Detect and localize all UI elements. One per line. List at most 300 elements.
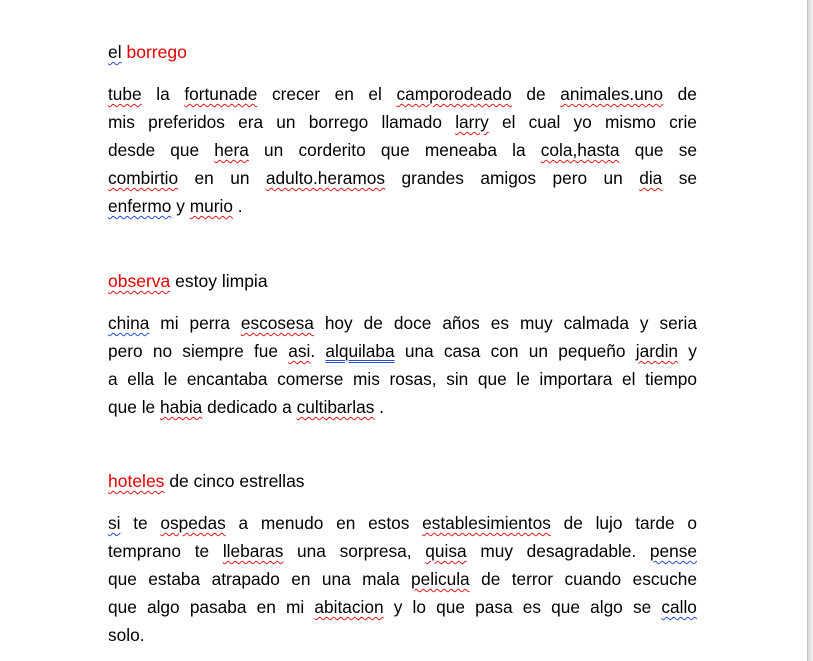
- word: pense: [649, 541, 697, 561]
- word: que: [170, 140, 200, 160]
- word-group: [574, 108, 592, 136]
- word-group: [512, 565, 553, 593]
- word-group: [635, 509, 674, 537]
- word: se: [632, 597, 652, 617]
- word-group: [322, 565, 351, 593]
- word-group: [291, 565, 310, 593]
- word: corderito: [298, 140, 366, 160]
- word: estaba: [148, 569, 201, 589]
- word: te: [194, 541, 210, 561]
- section-observa-estoy-limpia: [108, 270, 697, 421]
- word: dedicado: [207, 397, 278, 417]
- word-group: [640, 309, 649, 337]
- word-group: [411, 565, 470, 593]
- word-group: [661, 593, 697, 621]
- word-group: [108, 136, 155, 164]
- word-group: [108, 625, 145, 645]
- word: o: [687, 513, 697, 533]
- word: muy: [480, 541, 513, 561]
- word: .: [379, 397, 385, 417]
- word: fue: [254, 341, 279, 361]
- section-heading: [108, 270, 697, 292]
- section-hoteles-de-cinco-estrellas: [108, 470, 697, 649]
- word-group: [170, 136, 199, 164]
- word-group: [133, 509, 147, 537]
- word-group: [288, 337, 315, 365]
- word: china: [108, 313, 150, 333]
- text-line: [108, 365, 697, 393]
- word: asi: [288, 341, 311, 361]
- word-group: [190, 196, 243, 216]
- word-group: [539, 365, 612, 393]
- word-group: [156, 80, 169, 108]
- word: perra: [189, 313, 230, 333]
- word-group: [223, 537, 284, 565]
- word: muy: [520, 313, 553, 333]
- word-group: [108, 593, 137, 621]
- word-group: [207, 397, 277, 417]
- word-group: [108, 337, 143, 365]
- word: que: [108, 569, 137, 589]
- word: no: [152, 341, 173, 361]
- word-group: [425, 136, 497, 164]
- word-group: [381, 136, 410, 164]
- word-group: [148, 565, 200, 593]
- word: años: [442, 313, 480, 333]
- word: es: [522, 597, 541, 617]
- word-group: [187, 365, 268, 393]
- word-group: [636, 337, 678, 365]
- word: le: [516, 369, 530, 389]
- word: te: [133, 513, 148, 533]
- word-group: [394, 309, 431, 337]
- word: establesimientos: [422, 513, 551, 533]
- text-line: [108, 80, 697, 108]
- word-group: [401, 164, 463, 192]
- word: larry: [455, 112, 489, 132]
- word: el: [368, 84, 382, 104]
- word-group: [238, 108, 263, 136]
- word: pasa: [475, 597, 513, 617]
- word: que: [477, 369, 507, 389]
- word: camporodeado: [396, 84, 512, 104]
- word-group: [261, 509, 323, 537]
- word-group: [353, 365, 380, 393]
- word: hera: [214, 140, 249, 160]
- word: crie: [669, 112, 697, 132]
- word: le: [163, 369, 178, 389]
- word-group: [108, 80, 142, 108]
- word: cultibarlas: [296, 397, 375, 417]
- word: con: [490, 341, 519, 361]
- word: casa: [443, 341, 481, 361]
- word-group: [368, 509, 409, 537]
- word: lo: [412, 597, 426, 617]
- page-right-edge: [807, 0, 813, 661]
- word: estos: [368, 513, 410, 533]
- word: quisa: [425, 541, 467, 561]
- word: ella: [127, 369, 155, 389]
- word-group: [160, 509, 225, 537]
- word: grandes: [401, 168, 464, 188]
- word: abitacion: [314, 597, 384, 617]
- word-group: [425, 537, 466, 565]
- word-group: [480, 537, 513, 565]
- word-group: [272, 80, 320, 108]
- word-group: [277, 365, 343, 393]
- section-paragraph[interactable]: [108, 80, 697, 220]
- word-group: [257, 593, 276, 621]
- word-group: [108, 397, 137, 417]
- word-group: [336, 509, 355, 537]
- word: importara: [539, 369, 613, 389]
- word-group: [529, 108, 561, 136]
- text-line: [108, 565, 697, 593]
- word: mis: [353, 369, 380, 389]
- word: era: [238, 112, 264, 132]
- word: y: [639, 313, 649, 333]
- word-group: [604, 164, 623, 192]
- word: un: [528, 341, 548, 361]
- word: alquilaba: [325, 341, 395, 361]
- word-group: [520, 309, 553, 337]
- word: en: [336, 513, 356, 533]
- word-group: [481, 565, 500, 593]
- word-group: [190, 593, 247, 621]
- word-group: [266, 164, 385, 192]
- word: que: [108, 397, 137, 417]
- word: tube: [108, 84, 142, 104]
- word: la: [156, 84, 170, 104]
- word-group: [639, 164, 662, 192]
- word: fortunade: [184, 84, 258, 104]
- word-group: [214, 136, 249, 164]
- word: de: [677, 84, 697, 104]
- word-group: [195, 164, 214, 192]
- word-group: [526, 80, 545, 108]
- word: mis: [108, 112, 135, 132]
- word-group: [148, 108, 225, 136]
- word: escuche: [632, 569, 697, 589]
- word-group: [564, 565, 621, 593]
- word-group: [436, 593, 465, 621]
- word-group: [491, 337, 519, 365]
- word-group: [190, 309, 230, 337]
- text-line: [108, 509, 697, 537]
- text-line: [108, 136, 697, 164]
- word: que: [108, 597, 137, 617]
- word-group: [405, 337, 434, 365]
- word: temprano: [108, 541, 182, 561]
- word-group: [298, 136, 365, 164]
- section-paragraph[interactable]: [108, 509, 697, 649]
- word: menudo: [260, 513, 324, 533]
- word: la: [512, 140, 526, 160]
- word-group: [480, 164, 536, 192]
- word: de: [169, 471, 189, 491]
- word-group: [688, 337, 697, 365]
- word-group: [108, 565, 137, 593]
- word: .: [310, 341, 316, 361]
- word: una: [404, 341, 434, 361]
- word: rosas,: [389, 369, 437, 389]
- word-group: [422, 509, 551, 537]
- word: y: [393, 597, 403, 617]
- word: pero: [552, 168, 588, 188]
- word-group: [396, 80, 511, 108]
- word: cuando: [564, 569, 622, 589]
- word: calmada: [563, 313, 629, 333]
- word: de: [481, 569, 501, 589]
- word: en: [194, 168, 214, 188]
- word: el: [502, 112, 516, 132]
- text-line: [108, 621, 697, 649]
- word-group: [564, 509, 583, 537]
- word-group: [605, 108, 656, 136]
- word: meneaba: [424, 140, 497, 160]
- word-group: [297, 537, 326, 565]
- word-group: [160, 309, 178, 337]
- word-group: [195, 537, 209, 565]
- word: pequeño: [558, 341, 626, 361]
- word: un: [264, 140, 284, 160]
- word: siempre: [182, 341, 244, 361]
- word-group: [529, 337, 548, 365]
- word: y: [688, 341, 697, 361]
- word: amigos: [480, 168, 537, 188]
- word-group: [108, 164, 178, 192]
- word: mi: [160, 313, 179, 333]
- word: a: [238, 513, 249, 533]
- word-group: [335, 80, 354, 108]
- word: que: [380, 140, 410, 160]
- word-group: [446, 365, 468, 393]
- word: le: [141, 397, 156, 417]
- word: y: [176, 196, 185, 216]
- word-group: [622, 365, 635, 393]
- word-group: [176, 196, 185, 216]
- word: el: [108, 42, 122, 62]
- word: un: [603, 168, 623, 188]
- word: mi: [286, 597, 305, 617]
- word-group: [596, 509, 623, 537]
- word-group: [413, 593, 426, 621]
- word-group: [325, 309, 353, 337]
- word-group: [478, 365, 507, 393]
- word: yo: [573, 112, 592, 132]
- word-group: [633, 593, 651, 621]
- word-group: [127, 365, 154, 393]
- word: hoy: [324, 313, 353, 333]
- word-group: [160, 397, 202, 417]
- word-group: [282, 397, 292, 417]
- word-group: [660, 309, 697, 337]
- word-group: [241, 309, 314, 337]
- word: habia: [159, 397, 203, 417]
- word: jardin: [635, 341, 679, 361]
- word-group: [551, 593, 580, 621]
- word: limpia: [221, 271, 268, 291]
- word-group: [364, 309, 383, 337]
- word-group: [108, 309, 149, 337]
- word-group: [523, 593, 541, 621]
- word: que: [634, 140, 664, 160]
- word: de: [363, 313, 383, 333]
- word-group: [276, 108, 295, 136]
- word-group: [108, 537, 181, 565]
- word-group: [340, 537, 412, 565]
- word-group: [645, 365, 697, 393]
- word: tiempo: [645, 369, 697, 389]
- word: callo: [661, 597, 697, 617]
- text-line: [108, 309, 697, 337]
- word-group: [444, 337, 481, 365]
- text-line: [108, 337, 697, 365]
- word-group: [394, 593, 403, 621]
- word-group: [286, 593, 304, 621]
- section-el-borrego: [108, 41, 697, 220]
- word: sorpresa,: [339, 541, 412, 561]
- word-group: [230, 164, 249, 192]
- word: comerse: [277, 369, 344, 389]
- word-group: [553, 164, 588, 192]
- word-group: [309, 108, 369, 136]
- word: atrapado: [211, 569, 280, 589]
- word: estoy: [175, 271, 217, 291]
- word-group: [264, 136, 283, 164]
- word: el: [622, 369, 636, 389]
- word-group: [502, 108, 515, 136]
- word-group: [108, 365, 118, 393]
- word: observa: [108, 271, 171, 291]
- word: terror: [511, 569, 554, 589]
- word: crecer: [271, 84, 320, 104]
- word-group: [491, 309, 509, 337]
- word: de: [563, 513, 583, 533]
- word-group: [184, 80, 257, 108]
- word: pelicula: [411, 569, 470, 589]
- word: pero: [108, 341, 143, 361]
- section-heading: [108, 41, 697, 63]
- word-group: [362, 565, 399, 593]
- word-group: [635, 136, 664, 164]
- word: en: [334, 84, 354, 104]
- word: a: [108, 369, 118, 389]
- word: de: [526, 84, 546, 104]
- word: ospedas: [160, 513, 226, 533]
- word-group: [390, 365, 437, 393]
- word: si: [108, 513, 121, 533]
- text-line: [108, 164, 697, 192]
- word: en: [291, 569, 311, 589]
- word: algo: [146, 597, 180, 617]
- section-heading: [108, 470, 697, 492]
- word: llebaras: [222, 541, 284, 561]
- word-group: [678, 80, 697, 108]
- word: un: [276, 112, 296, 132]
- word-group: [254, 337, 278, 365]
- word: llamado: [381, 112, 443, 132]
- word: que: [436, 597, 465, 617]
- word-group: [650, 537, 697, 565]
- text-line: [108, 192, 697, 220]
- word-group: [368, 80, 381, 108]
- word-group: [669, 108, 697, 136]
- word-group: [153, 337, 172, 365]
- word-group: [142, 397, 155, 417]
- word-group: [442, 309, 479, 337]
- word: encantaba: [186, 369, 268, 389]
- word: .: [237, 196, 243, 216]
- word: a: [282, 397, 292, 417]
- word-group: [560, 80, 663, 108]
- word: seria: [659, 313, 697, 333]
- word-group: [541, 136, 620, 164]
- word: pasaba: [189, 597, 247, 617]
- text-line: [108, 593, 697, 621]
- word: adulto.heramos: [265, 168, 386, 188]
- word-group: [527, 537, 637, 565]
- word: murio: [189, 196, 233, 216]
- word: tarde: [635, 513, 675, 533]
- word-group: [558, 337, 625, 365]
- word-group: [381, 108, 442, 136]
- word: cola,hasta: [540, 140, 620, 160]
- word-group: [633, 565, 697, 593]
- word: borrego: [126, 42, 187, 62]
- word: mismo: [604, 112, 656, 132]
- word-group: [512, 136, 525, 164]
- word-group: [212, 565, 280, 593]
- word: mala: [362, 569, 400, 589]
- word: enfermo: [108, 196, 172, 216]
- word-group: [108, 509, 120, 537]
- word: preferidos: [148, 112, 225, 132]
- text-line: [108, 393, 697, 421]
- word-group: [182, 337, 243, 365]
- word: desagradable.: [526, 541, 637, 561]
- word: combirtio: [108, 168, 179, 188]
- word: es: [490, 313, 510, 333]
- text-line: [108, 108, 697, 136]
- word: una: [297, 541, 326, 561]
- word: en: [256, 597, 276, 617]
- section-paragraph[interactable]: [108, 309, 697, 421]
- word-group: [164, 365, 177, 393]
- word: cual: [528, 112, 561, 132]
- word: solo.: [108, 625, 145, 645]
- word: lujo: [595, 513, 623, 533]
- word-group: [108, 196, 171, 216]
- word: un: [230, 168, 250, 188]
- word-group: [314, 593, 383, 621]
- word-group: [147, 593, 180, 621]
- word: dia: [639, 168, 663, 188]
- word: hoteles: [108, 471, 165, 491]
- word-group: [516, 365, 529, 393]
- word-group: [679, 164, 697, 192]
- word: cinco: [193, 471, 235, 491]
- word: sin: [446, 369, 469, 389]
- word-group: [325, 337, 394, 365]
- word-group: [297, 397, 384, 417]
- word: doce: [393, 313, 432, 333]
- word-group: [108, 108, 135, 136]
- word-group: [687, 509, 697, 537]
- text-line: [108, 537, 697, 565]
- word: se: [678, 168, 697, 188]
- word: se: [678, 140, 697, 160]
